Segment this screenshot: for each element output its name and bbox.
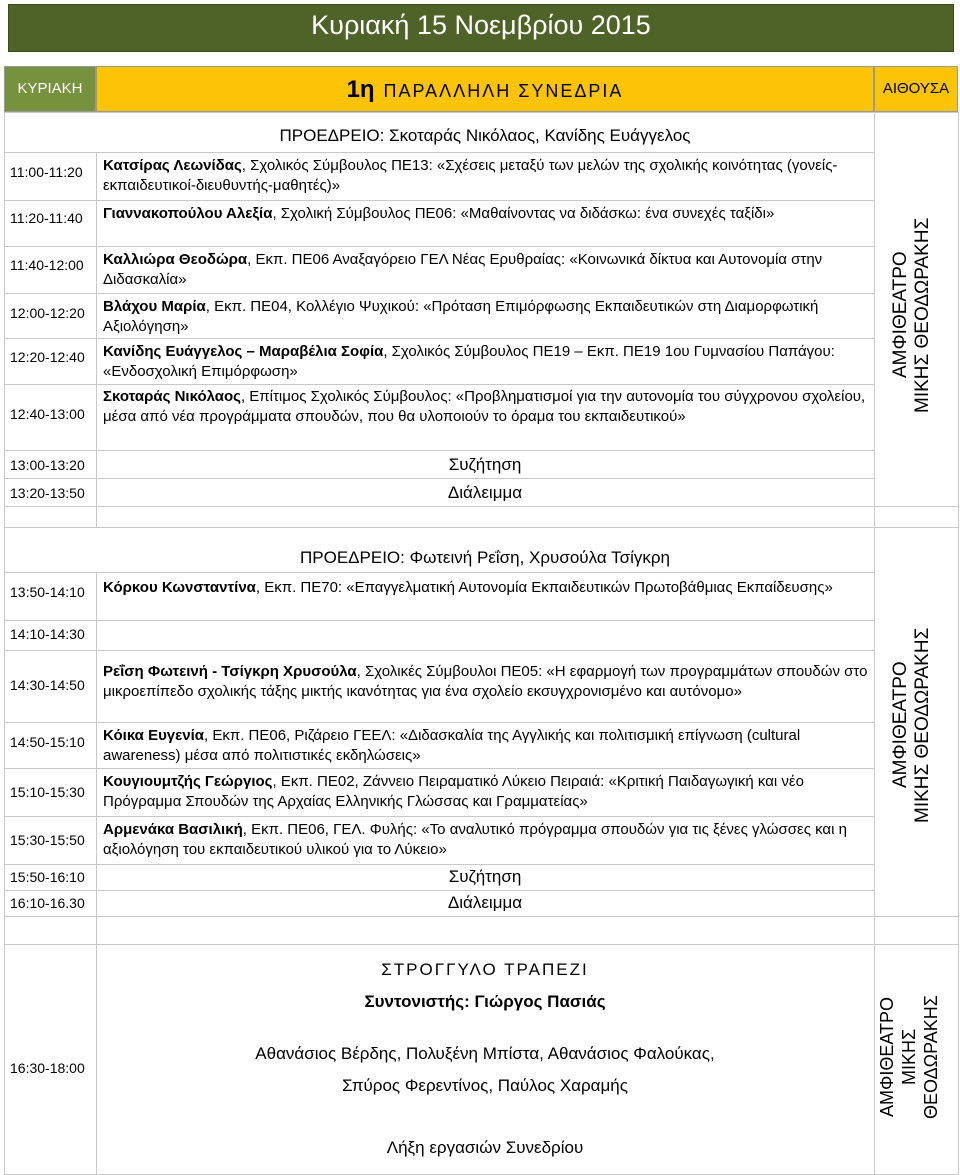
session-name: ΠΑΡΑΛΛΗΛΗ ΣΥΝΕΔΡΙΑ (383, 81, 624, 101)
presentation-item: Βλάχου Μαρία, Εκπ. ΠΕ04, Κολλέγιο Ψυχικού: «Πρόταση Επιμόρφωσης Εκπαιδευτικών στη Διαμορφωτική Αξιολόγηση» (103, 298, 819, 335)
presentation-item: Γιαννακοπούλου Αλεξία, Σχολική Σύμβουλος ΠΕ06: «Μαθαίνοντας να διδάσκω: ένα συνεχές ταξίδι» (103, 205, 775, 222)
discussion-label: Συζήτηση (448, 867, 522, 886)
time-slot: 11:40-12:00 (10, 257, 84, 273)
presentation-item: Σκοταράς Νικόλαος, Επίτιμος Σχολικός Σύμβουλος: «Προβληματισμοί για την αυτονομία του σύγχρονου σχολείου, μέσα από νέα προγράμματα σπουδών, που θα υλοποιούν το όραμα του εκπαιδευτικού» (103, 388, 866, 425)
time-slot: 16:30-18:00 (10, 1060, 85, 1076)
roundtable-participants: Αθανάσιος Βέρδης, Πολυξένη Μπίστα, Αθανάσιος Φαλούκας, (255, 1044, 715, 1063)
time-slot: 12:40-13:00 (10, 406, 85, 422)
closing-label: Λήξη εργασιών Συνεδρίου (386, 1138, 584, 1157)
block1-chair: ΠΡΟΕΔΡΕΙΟ: Σκοταράς Νικόλαος, Κανίδης Ευάγγελος (279, 126, 691, 145)
room-header: ΑΙΘΟΥΣΑ (874, 66, 958, 112)
time-slot: 13:20-13:50 (10, 485, 85, 501)
time-slot: 14:10-14:30 (10, 626, 85, 642)
time-slot: 11:20-11:40 (10, 210, 83, 226)
presentation-item: Κατσίρας Λεωνίδας, Σχολικός Σύμβουλος ΠΕ13: «Σχέσεις μεταξύ των μελών της σχολικής κοινότητας (γονείς-εκπαιδευτικοί-διευθυντής-μαθητές)» (103, 157, 838, 194)
time-slot: 14:50-15:10 (10, 734, 85, 750)
session-header (96, 66, 874, 112)
time-slot: 15:10-15:30 (10, 784, 85, 800)
block2-room: ΑΜΦΙΘΕΑΤΡΟ ΜΙΚΗΣ ΘΕΟΔΩΡΑΚΗΣ (890, 627, 933, 823)
block3-room: ΑΜΦΙΘΕΑΤΡΟ ΜΙΚΗΣ ΘΕΟΔΩΡΑΚΗΣ (877, 995, 941, 1119)
break-label: Διάλειμμα (447, 893, 523, 912)
discussion-label: Συζήτηση (448, 455, 522, 474)
roundtable-participants: Σπύρος Φερεντίνος, Παύλος Χαραμής (342, 1076, 628, 1095)
time-slot: 11:00-11:20 (10, 164, 83, 180)
break-label: Διάλειμμα (447, 483, 523, 502)
presentation-item: Κόρκου Κωνσταντίνα, Εκπ. ΠΕ70: «Επαγγελματική Αυτονομία Εκπαιδευτικών Πρωτοβάθμιας Εκπαίδευσης» (103, 579, 833, 596)
time-slot: 14:30-14:50 (10, 677, 85, 693)
session-number: 1η (346, 76, 375, 103)
presentation-item: Κανίδης Ευάγγελος – Μαραβέλια Σοφία, Σχολικός Σύμβουλος ΠΕ19 – Εκπ. ΠΕ19 1ου Γυμνασίου Παπάγου: «Ενδοσχολική Επιμόρφωση» (103, 343, 835, 380)
presentation-item: Αρμενάκα Βασιλική, Εκπ. ΠΕ06, ΓΕΛ. Φυλής: «Το αναλυτικό πρόγραμμα σπουδών για τις ξένες γλώσσες και η αξιολόγηση του εκπαιδευτικού υλικού για το Λύκειο» (103, 821, 847, 858)
block1-room: ΑΜΦΙΘΕΑΤΡΟ ΜΙΚΗΣ ΘΕΟΔΩΡΑΚΗΣ (890, 217, 933, 413)
time-slot: 12:00-12:20 (10, 305, 85, 321)
presentation-item: Κουγιουμτζής Γεώργιος, Εκπ. ΠΕ02, Ζάννειο Πειραματικό Λύκειο Πειραιά: «Κριτική Παιδαγωγική και νέο Πρόγραμμα Σπουδών της Αρχαίας Ελληνικής Γλώσσας και Γραμματείας» (103, 773, 804, 810)
day-header: ΚΥΡΙΑΚΗ (4, 66, 96, 112)
roundtable-coordinator: Συντονιστής: Γιώργος Πασιάς (364, 992, 606, 1011)
time-slot: 15:50-16:10 (10, 869, 85, 885)
presentation-item: Κόικα Ευγενία, Εκπ. ΠΕ06, Ριζάρειο ΓΕΕΛ: «Διδασκαλία της Αγγλικής και πολιτισμική επίγνωση (cultural awareness) μέσα από πολιτιστικές εκδηλώσεις» (103, 727, 801, 764)
time-slot: 12:20-12:40 (10, 349, 85, 365)
time-slot: 16:10-16.30 (10, 895, 85, 911)
presentation-item: Ρεΐση Φωτεινή - Τσίγκρη Χρυσούλα, Σχολικές Σύμβουλοι ΠΕ05: «Η εφαρμογή των προγραμμάτων σπουδών στο μικροεπίπεδο σχολικής τάξης μικτής ικανότητας για ένα σχολείο εκσυγχρονισμένο και αυτόνομο» (103, 663, 868, 700)
presentation-item: Καλλιώρα Θεοδώρα, Εκπ. ΠΕ06 Αναξαγόρειο ΓΕΛ Νέας Ερυθραίας: «Κοινωνικά δίκτυα και Αυτονομία στην Διδασκαλία» (103, 251, 823, 288)
time-slot: 13:00-13:20 (10, 457, 85, 473)
time-slot: 15:30-15:50 (10, 832, 85, 848)
block2-chair: ΠΡΟΕΔΡΕΙΟ: Φωτεινή Ρεΐση, Χρυσούλα Τσίγκρη (300, 548, 670, 567)
time-slot: 13:50-14:10 (10, 584, 85, 600)
page-title: Κυριακή 15 Νοεμβρίου 2015 (8, 4, 954, 52)
roundtable-heading: ΣΤΡΟΓΓΥΛΟ ΤΡΑΠΕΖΙ (381, 960, 589, 979)
